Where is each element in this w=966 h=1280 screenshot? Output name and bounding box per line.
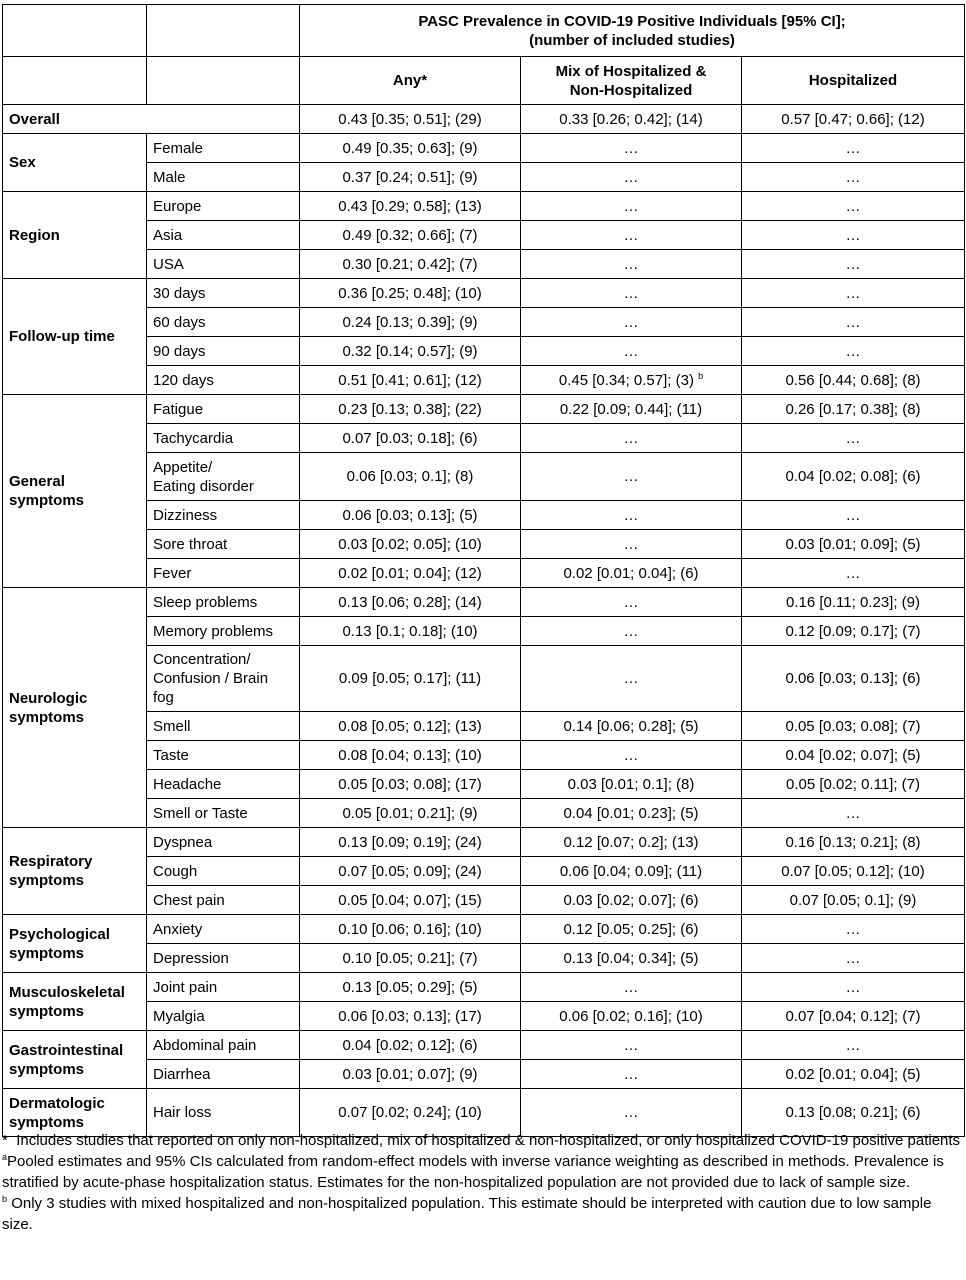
- cell-any: 0.36 [0.25; 0.48]; (10): [300, 279, 521, 308]
- row-label: 30 days: [147, 279, 300, 308]
- cell-hospitalized: …: [742, 337, 965, 366]
- table-row: [3, 559, 965, 588]
- table-row: [3, 250, 965, 279]
- cell-mix: 0.03 [0.01; 0.1]; (8): [521, 770, 742, 799]
- category-label-line1: Psychological: [9, 925, 110, 943]
- category-label: [3, 588, 147, 828]
- overall-row: [3, 105, 965, 134]
- row-label: Fatigue: [147, 395, 300, 424]
- row-label-line1: Concentration/: [153, 651, 251, 668]
- cell-any: 0.10 [0.06; 0.16]; (10): [300, 915, 521, 944]
- footnote-a-text: Pooled estimates and 95% CIs calculated from random-effect models with inverse variance weighting as described in methods. Prevalence is stratified by acute-phase hospitalization status. Estimates for the non-hospitalized population are not provided due to lack of sample size.: [2, 1153, 944, 1191]
- cell-mix: 0.13 [0.04; 0.34]; (5): [521, 944, 742, 973]
- row-label: Dizziness: [147, 501, 300, 530]
- category-label: [3, 915, 147, 973]
- cell-any: 0.06 [0.03; 0.13]; (17): [300, 1002, 521, 1031]
- cell-any: 0.51 [0.41; 0.61]; (12): [300, 366, 521, 395]
- cell-any: 0.24 [0.13; 0.39]; (9): [300, 308, 521, 337]
- cell-hospitalized: 0.03 [0.01; 0.09]; (5): [742, 530, 965, 559]
- category-label-line1: Respiratory: [9, 853, 93, 870]
- footnote-a: [2, 1151, 964, 1193]
- cell-any: 0.43 [0.35; 0.51]; (29): [300, 105, 521, 134]
- cell-hospitalized: …: [742, 559, 965, 588]
- cell-mix: …: [521, 308, 742, 337]
- cell-mix: 0.03 [0.02; 0.07]; (6): [521, 886, 742, 915]
- category-label-line2: symptoms: [9, 1113, 85, 1131]
- cell-any: 0.04 [0.02; 0.12]; (6): [300, 1031, 521, 1060]
- row-label: Joint pain: [147, 973, 300, 1002]
- group-header: [300, 5, 965, 57]
- cell-any: 0.06 [0.03; 0.13]; (5): [300, 501, 521, 530]
- category-label-line2: symptoms: [9, 492, 85, 509]
- cell-any: 0.37 [0.24; 0.51]; (9): [300, 163, 521, 192]
- cell-mix: …: [521, 973, 742, 1002]
- cell-hospitalized: 0.04 [0.02; 0.07]; (5): [742, 741, 965, 770]
- row-label: Asia: [147, 221, 300, 250]
- table-row: [3, 134, 965, 163]
- col-header-mix-line1: Mix of Hospitalized &: [555, 62, 707, 80]
- row-label: Taste: [147, 741, 300, 770]
- cell-hospitalized: …: [742, 163, 965, 192]
- cell-hospitalized: 0.56 [0.44; 0.68]; (8): [742, 366, 965, 395]
- row-label: Europe: [147, 192, 300, 221]
- cell-hospitalized: 0.57 [0.47; 0.66]; (12): [742, 105, 965, 134]
- cell-any: 0.23 [0.13; 0.38]; (22): [300, 395, 521, 424]
- cell-mix: 0.14 [0.06; 0.28]; (5): [521, 712, 742, 741]
- table-row: [3, 944, 965, 973]
- blank-cell: [147, 57, 300, 105]
- table-row: [3, 857, 965, 886]
- cell-hospitalized: …: [742, 192, 965, 221]
- cell-mix: 0.04 [0.01; 0.23]; (5): [521, 799, 742, 828]
- row-label: Headache: [147, 770, 300, 799]
- row-label: Depression: [147, 944, 300, 973]
- cell-any: 0.08 [0.05; 0.12]; (13): [300, 712, 521, 741]
- cell-hospitalized: …: [742, 221, 965, 250]
- cell-any: 0.49 [0.35; 0.63]; (9): [300, 134, 521, 163]
- row-label: Smell or Taste: [147, 799, 300, 828]
- table-row: [3, 395, 965, 424]
- cell-hospitalized: 0.04 [0.02; 0.08]; (6): [742, 453, 965, 501]
- cell-mix: 0.06 [0.02; 0.16]; (10): [521, 1002, 742, 1031]
- cell-mix: 0.12 [0.07; 0.2]; (13): [521, 828, 742, 857]
- cell-hospitalized: …: [742, 915, 965, 944]
- cell-mix: 0.06 [0.04; 0.09]; (11): [521, 857, 742, 886]
- cell-any: 0.13 [0.1; 0.18]; (10): [300, 617, 521, 646]
- row-label-line2: Eating disorder: [153, 477, 254, 495]
- cell-hospitalized: 0.02 [0.01; 0.04]; (5): [742, 1060, 965, 1089]
- category-label: [3, 1031, 147, 1089]
- cell-mix: …: [521, 279, 742, 308]
- footnote-star: [2, 1130, 964, 1151]
- table-row: [3, 1031, 965, 1060]
- row-label: Tachycardia: [147, 424, 300, 453]
- cell-mix: …: [521, 221, 742, 250]
- cell-mix: …: [521, 530, 742, 559]
- cell-mix: …: [521, 1060, 742, 1089]
- overall-label: Overall: [3, 105, 300, 134]
- table-row: [3, 886, 965, 915]
- cell-any: 0.43 [0.29; 0.58]; (13): [300, 192, 521, 221]
- cell-mix: …: [521, 250, 742, 279]
- row-label: Anxiety: [147, 915, 300, 944]
- cell-mix: …: [521, 1031, 742, 1060]
- category-label-line2: symptoms: [9, 872, 85, 889]
- table-row: [3, 973, 965, 1002]
- row-label: Sore throat: [147, 530, 300, 559]
- row-label: Hair loss: [147, 1089, 300, 1137]
- category-label-line2: symptoms: [9, 1060, 85, 1078]
- row-label: Smell: [147, 712, 300, 741]
- cell-hospitalized: …: [742, 973, 965, 1002]
- category-label: [3, 395, 147, 588]
- table-row: [3, 163, 965, 192]
- row-label: Fever: [147, 559, 300, 588]
- table-row: [3, 588, 965, 617]
- row-label-line2: Confusion / Brain: [153, 670, 269, 687]
- row-label: 120 days: [147, 366, 300, 395]
- cell-hospitalized: 0.12 [0.09; 0.17]; (7): [742, 617, 965, 646]
- category-label: Region: [3, 192, 147, 279]
- cell-mix: …: [521, 1089, 742, 1137]
- table-row: [3, 308, 965, 337]
- table-row: [3, 799, 965, 828]
- cell-hospitalized: …: [742, 424, 965, 453]
- category-label: [3, 828, 147, 915]
- cell-any: 0.03 [0.01; 0.07]; (9): [300, 1060, 521, 1089]
- cell-mix: …: [521, 741, 742, 770]
- cell-hospitalized: 0.07 [0.05; 0.12]; (10): [742, 857, 965, 886]
- cell-mix-value: 0.45 [0.34; 0.57]; (3): [558, 371, 694, 389]
- cell-any: 0.10 [0.05; 0.21]; (7): [300, 944, 521, 973]
- cell-any: 0.05 [0.04; 0.07]; (15): [300, 886, 521, 915]
- cell-any: 0.13 [0.05; 0.29]; (5): [300, 973, 521, 1002]
- table-row: [3, 1002, 965, 1031]
- cell-any: 0.07 [0.02; 0.24]; (10): [300, 1089, 521, 1137]
- col-header-any: Any*: [300, 57, 521, 105]
- cell-hospitalized: 0.16 [0.13; 0.21]; (8): [742, 828, 965, 857]
- cell-any: 0.07 [0.05; 0.09]; (24): [300, 857, 521, 886]
- cell-hospitalized: 0.06 [0.03; 0.13]; (6): [742, 646, 965, 712]
- cell-mix: 0.02 [0.01; 0.04]; (6): [521, 559, 742, 588]
- row-label-line3: fog: [153, 689, 174, 706]
- cell-any: 0.30 [0.21; 0.42]; (7): [300, 250, 521, 279]
- table-row: [3, 366, 965, 395]
- blank-cell: [3, 5, 147, 57]
- row-label: Male: [147, 163, 300, 192]
- header-row-group: [3, 5, 965, 57]
- cell-mix: …: [521, 337, 742, 366]
- table-row: [3, 770, 965, 799]
- cell-hospitalized: 0.07 [0.04; 0.12]; (7): [742, 1002, 965, 1031]
- row-label: Dyspnea: [147, 828, 300, 857]
- cell-mix: 0.33 [0.26; 0.42]; (14): [521, 105, 742, 134]
- row-label: [147, 453, 300, 501]
- table-row: [3, 221, 965, 250]
- footnotes: [2, 1130, 964, 1235]
- table-row: [3, 501, 965, 530]
- row-label: 90 days: [147, 337, 300, 366]
- cell-mix: …: [521, 588, 742, 617]
- table-row: [3, 192, 965, 221]
- category-label-line1: Dermatologic: [9, 1094, 105, 1112]
- table-row: [3, 712, 965, 741]
- cell-any: 0.02 [0.01; 0.04]; (12): [300, 559, 521, 588]
- row-label: [147, 646, 300, 712]
- cell-any: 0.49 [0.32; 0.66]; (7): [300, 221, 521, 250]
- blank-cell: [3, 57, 147, 105]
- table-row: [3, 915, 965, 944]
- cell-hospitalized: …: [742, 1031, 965, 1060]
- cell-hospitalized: …: [742, 944, 965, 973]
- footnote-b: [2, 1193, 964, 1235]
- table-row: [3, 424, 965, 453]
- row-label: 60 days: [147, 308, 300, 337]
- table-row: [3, 530, 965, 559]
- row-label: Sleep problems: [147, 588, 300, 617]
- table-row: [3, 828, 965, 857]
- category-label-line1: General: [9, 473, 65, 490]
- cell-hospitalized: 0.05 [0.02; 0.11]; (7): [742, 770, 965, 799]
- table-row: [3, 741, 965, 770]
- category-label: Follow-up time: [3, 279, 147, 395]
- category-label-line1: Gastrointestinal: [9, 1041, 124, 1059]
- cell-mix: 0.22 [0.09; 0.44]; (11): [521, 395, 742, 424]
- table-row: [3, 279, 965, 308]
- header-row-columns: [3, 57, 965, 105]
- footnote-b-text: Only 3 studies with mixed hospitalized and non-hospitalized population. This estimate should be interpreted with caution due to low sample size.: [2, 1195, 932, 1233]
- row-label: USA: [147, 250, 300, 279]
- cell-any: 0.03 [0.02; 0.05]; (10): [300, 530, 521, 559]
- row-label: Female: [147, 134, 300, 163]
- cell-hospitalized: …: [742, 501, 965, 530]
- cell-any: 0.05 [0.03; 0.08]; (17): [300, 770, 521, 799]
- cell-any: 0.07 [0.03; 0.18]; (6): [300, 424, 521, 453]
- row-label-line1: Appetite/: [153, 458, 213, 476]
- cell-hospitalized: …: [742, 279, 965, 308]
- category-label-line2: symptoms: [9, 708, 85, 726]
- footnote-star-text: Includes studies that reported on only non-hospitalized, mix of hospitalized & non-hospitalized, or only hospitalized COVID-19 positive patients: [16, 1132, 961, 1149]
- row-label: Memory problems: [147, 617, 300, 646]
- cell-mix: 0.12 [0.05; 0.25]; (6): [521, 915, 742, 944]
- category-label-line1: Neurologic: [9, 689, 88, 707]
- cell-hospitalized: 0.13 [0.08; 0.21]; (6): [742, 1089, 965, 1137]
- cell-mix: …: [521, 501, 742, 530]
- cell-any: 0.13 [0.06; 0.28]; (14): [300, 588, 521, 617]
- row-label: Myalgia: [147, 1002, 300, 1031]
- cell-hospitalized: 0.07 [0.05; 0.1]; (9): [742, 886, 965, 915]
- table-row: [3, 1060, 965, 1089]
- row-label: Diarrhea: [147, 1060, 300, 1089]
- cell-any: 0.05 [0.01; 0.21]; (9): [300, 799, 521, 828]
- row-label: Chest pain: [147, 886, 300, 915]
- row-label: Cough: [147, 857, 300, 886]
- table-row: [3, 617, 965, 646]
- category-label: [3, 973, 147, 1031]
- blank-cell: [147, 5, 300, 57]
- cell-mix: …: [521, 192, 742, 221]
- category-label: Sex: [3, 134, 147, 192]
- cell-hospitalized: …: [742, 250, 965, 279]
- footnote-star-mark: *: [2, 1132, 8, 1149]
- col-header-mix: [521, 57, 742, 105]
- footnote-a-mark: a: [2, 1152, 8, 1162]
- category-label-line2: symptoms: [9, 1002, 85, 1020]
- cell-hospitalized: 0.05 [0.03; 0.08]; (7): [742, 712, 965, 741]
- col-header-mix-line2: Non-Hospitalized: [569, 81, 693, 99]
- table-row: [3, 337, 965, 366]
- cell-any: 0.06 [0.03; 0.1]; (8): [300, 453, 521, 501]
- cell-hospitalized: …: [742, 799, 965, 828]
- table-row: [3, 646, 965, 712]
- cell-any: 0.09 [0.05; 0.17]; (11): [300, 646, 521, 712]
- group-header-line2: (number of included studies): [529, 31, 735, 49]
- cell-hospitalized: …: [742, 308, 965, 337]
- row-label: Abdominal pain: [147, 1031, 300, 1060]
- cell-mix: …: [521, 453, 742, 501]
- footnote-marker-b: b: [698, 370, 704, 381]
- cell-mix: …: [521, 163, 742, 192]
- category-label-line2: symptoms: [9, 944, 85, 962]
- cell-mix: …: [521, 646, 742, 712]
- table-row: [3, 453, 965, 501]
- cell-mix: …: [521, 617, 742, 646]
- cell-mix: …: [521, 134, 742, 163]
- cell-hospitalized: …: [742, 134, 965, 163]
- cell-mix: …: [521, 424, 742, 453]
- cell-any: 0.08 [0.04; 0.13]; (10): [300, 741, 521, 770]
- cell-mix: [521, 366, 742, 395]
- cell-any: 0.32 [0.14; 0.57]; (9): [300, 337, 521, 366]
- cell-any: 0.13 [0.09; 0.19]; (24): [300, 828, 521, 857]
- category-label-line1: Musculoskeletal: [9, 983, 125, 1001]
- cell-hospitalized: 0.26 [0.17; 0.38]; (8): [742, 395, 965, 424]
- footnote-b-mark: b: [2, 1194, 8, 1204]
- col-header-hospitalized: Hospitalized: [742, 57, 965, 105]
- pasc-prevalence-table: [2, 4, 965, 1137]
- cell-hospitalized: 0.16 [0.11; 0.23]; (9): [742, 588, 965, 617]
- group-header-line1: PASC Prevalence in COVID-19 Positive Individuals [95% CI];: [418, 12, 846, 30]
